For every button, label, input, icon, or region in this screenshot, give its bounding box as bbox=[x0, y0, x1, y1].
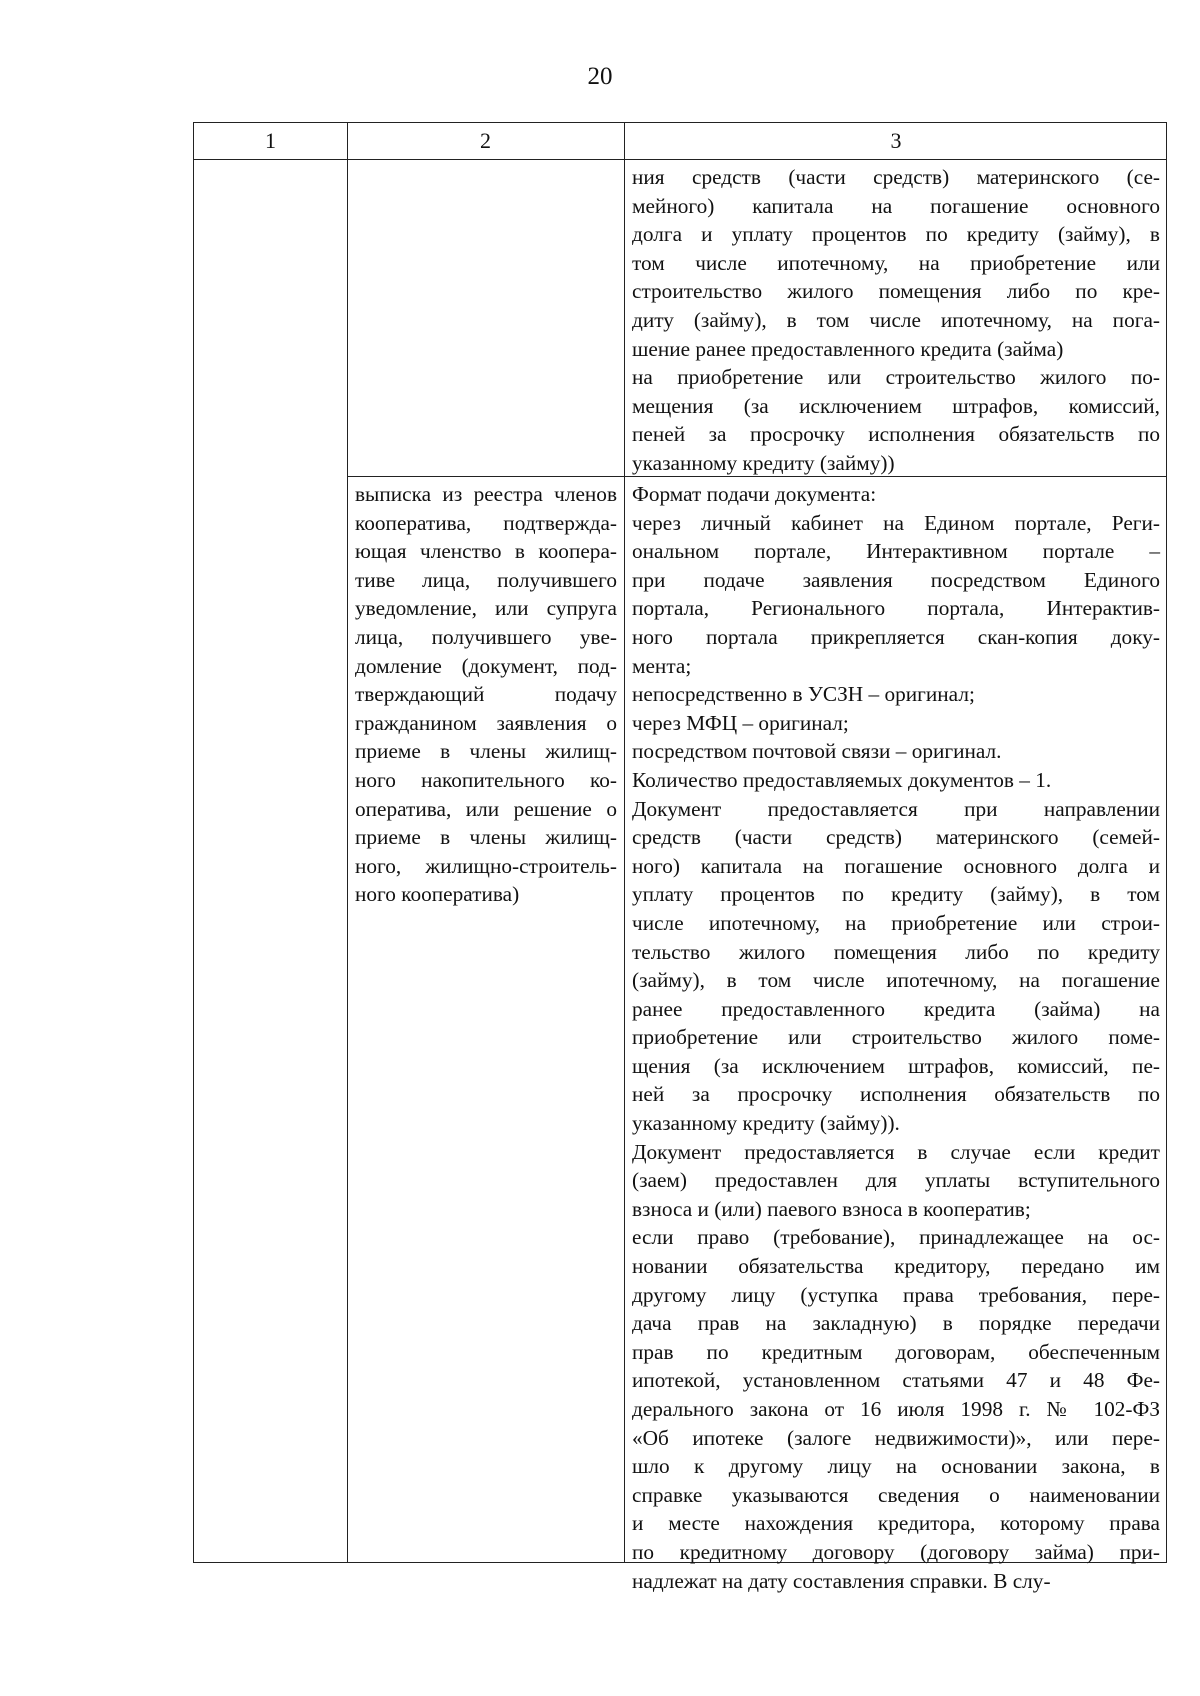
text-line: выписка из реестра членов bbox=[355, 482, 617, 506]
text-line: приобретение или строительство жилого поме- bbox=[632, 1025, 1160, 1050]
text-line: надлежат на дату составления справки. В слу- bbox=[632, 1568, 1051, 1593]
text-line: уплату процентов по кредиту (займу), в том bbox=[632, 882, 1160, 907]
text-line: (заем) предоставлен для уплаты вступительного bbox=[632, 1168, 1160, 1193]
text-line: по кредитному договору (договору займа) при- bbox=[632, 1539, 1160, 1564]
text-line: оператива, или решение о bbox=[355, 796, 617, 821]
text-line: уведомление, или супруга bbox=[355, 596, 617, 621]
text-line: ного портала прикрепляется скан-копия доку- bbox=[632, 624, 1160, 649]
text-line: новании обязательства кредитору, передано им bbox=[632, 1254, 1160, 1279]
text-line: шло к другому лицу на основании закона, в bbox=[632, 1454, 1160, 1479]
text-line: указанному кредиту (займу)). bbox=[632, 1111, 900, 1136]
header-divider bbox=[194, 159, 1166, 160]
text-line: гражданином заявления о bbox=[355, 710, 617, 735]
text-line: ного, жилищно-строитель- bbox=[355, 853, 617, 878]
text-line: ния средств (части средств) материнского (се- bbox=[632, 165, 1160, 189]
text-line: указанному кредиту (займу)) bbox=[632, 450, 895, 475]
column-divider bbox=[347, 123, 348, 1562]
text-line: ранее предоставленного кредита (займа) на bbox=[632, 996, 1160, 1021]
text-line: Документ предоставляется в случае если кредит bbox=[632, 1139, 1160, 1164]
text-line: через личный кабинет на Едином портале, Реги- bbox=[632, 510, 1160, 535]
text-line: (займу), в том числе ипотечному, на погашение bbox=[632, 968, 1160, 993]
text-line: числе ипотечному, на приобретение или строи- bbox=[632, 910, 1160, 935]
text-line: и месте нахождения кредитора, которому права bbox=[632, 1511, 1160, 1536]
text-line: лица, получившего уве- bbox=[355, 624, 617, 649]
header-col-3: 3 bbox=[890, 128, 902, 153]
text-line: мейного) капитала на погашение основного bbox=[632, 193, 1160, 218]
text-line: долга и уплату процентов по кредиту (займу), в bbox=[632, 222, 1160, 247]
text-line: мещения (за исключением штрафов, комиссий, bbox=[632, 393, 1160, 418]
text-line: ного кооператива) bbox=[355, 882, 520, 907]
page-number: 20 bbox=[587, 63, 613, 90]
text-line: через МФЦ – оригинал; bbox=[632, 710, 849, 735]
text-line: пеней за просрочку исполнения обязательств по bbox=[632, 422, 1160, 447]
row1-col3-text bbox=[632, 163, 1160, 478]
text-line: диту (займу), в том числе ипотечному, на пога- bbox=[632, 307, 1160, 332]
text-line: на приобретение или строительство жилого по- bbox=[632, 365, 1160, 390]
text-line: строительство жилого помещения либо по кре- bbox=[632, 279, 1160, 304]
header-col-2: 2 bbox=[480, 128, 491, 153]
text-line: другому лицу (уступка права требования, пере- bbox=[632, 1282, 1160, 1307]
text-line: дерального закона от 16 июля 1998 г. № 102-ФЗ bbox=[632, 1397, 1160, 1421]
column-divider bbox=[624, 123, 625, 1562]
text-line: прав по кредитным договорам, обеспеченным bbox=[632, 1339, 1160, 1364]
text-line: кооператива, подтвержда- bbox=[355, 510, 617, 535]
text-line: мента; bbox=[632, 653, 692, 678]
row2-col3-text bbox=[632, 480, 1160, 1595]
text-line: портала, Регионального портала, Интерактив- bbox=[632, 596, 1160, 621]
text-line: Количество предоставляемых документов – 1. bbox=[632, 767, 1052, 792]
text-line: если право (требование), принадлежащее на ос- bbox=[632, 1225, 1160, 1250]
text-line: при подаче заявления посредством Единого bbox=[632, 567, 1160, 592]
text-line: ональном портале, Интерактивном портале – bbox=[632, 539, 1160, 564]
text-line: щения (за исключением штрафов, комиссий, пе- bbox=[632, 1053, 1160, 1078]
text-line: ного) капитала на погашение основного долга и bbox=[632, 853, 1160, 878]
text-line: Документ предоставляется при направлении bbox=[632, 796, 1160, 821]
text-line: ней за просрочку исполнения обязательств по bbox=[632, 1082, 1160, 1107]
text-line: Формат подачи документа: bbox=[632, 482, 877, 506]
text-line: шение ранее предоставленного кредита (займа) bbox=[632, 336, 1064, 361]
text-line: домление (документ, под- bbox=[355, 653, 617, 678]
text-line: тверждающий подачу bbox=[355, 682, 617, 707]
text-line: ющая членство в коопера- bbox=[355, 539, 617, 564]
text-line: средств (части средств) материнского (семей- bbox=[632, 825, 1160, 850]
text-line: справке указываются сведения о наименовании bbox=[632, 1482, 1160, 1507]
header-col-1: 1 bbox=[265, 128, 276, 153]
row2-col2-text bbox=[355, 480, 617, 909]
text-line: приеме в члены жилищ- bbox=[355, 739, 617, 764]
text-line: непосредственно в УСЗН – оригинал; bbox=[632, 682, 975, 707]
text-line: дача прав на закладную) в порядке передачи bbox=[632, 1311, 1160, 1336]
text-line: том числе ипотечному, на приобретение или bbox=[632, 250, 1160, 275]
text-line: приеме в члены жилищ- bbox=[355, 825, 617, 850]
text-line: посредством почтовой связи – оригинал. bbox=[632, 739, 1002, 764]
text-line: тельство жилого помещения либо по кредиту bbox=[632, 939, 1160, 964]
text-line: «Об ипотеке (залоге недвижимости)», или пере- bbox=[632, 1425, 1160, 1450]
text-line: ипотекой, установленном статьями 47 и 48 Фе- bbox=[632, 1368, 1160, 1393]
document-table bbox=[193, 122, 1167, 1593]
text-line: тиве лица, получившего bbox=[355, 567, 617, 592]
text-line: ного накопительного ко- bbox=[355, 767, 617, 792]
text-line: взноса и (или) паевого взноса в кооператив; bbox=[632, 1196, 1031, 1221]
